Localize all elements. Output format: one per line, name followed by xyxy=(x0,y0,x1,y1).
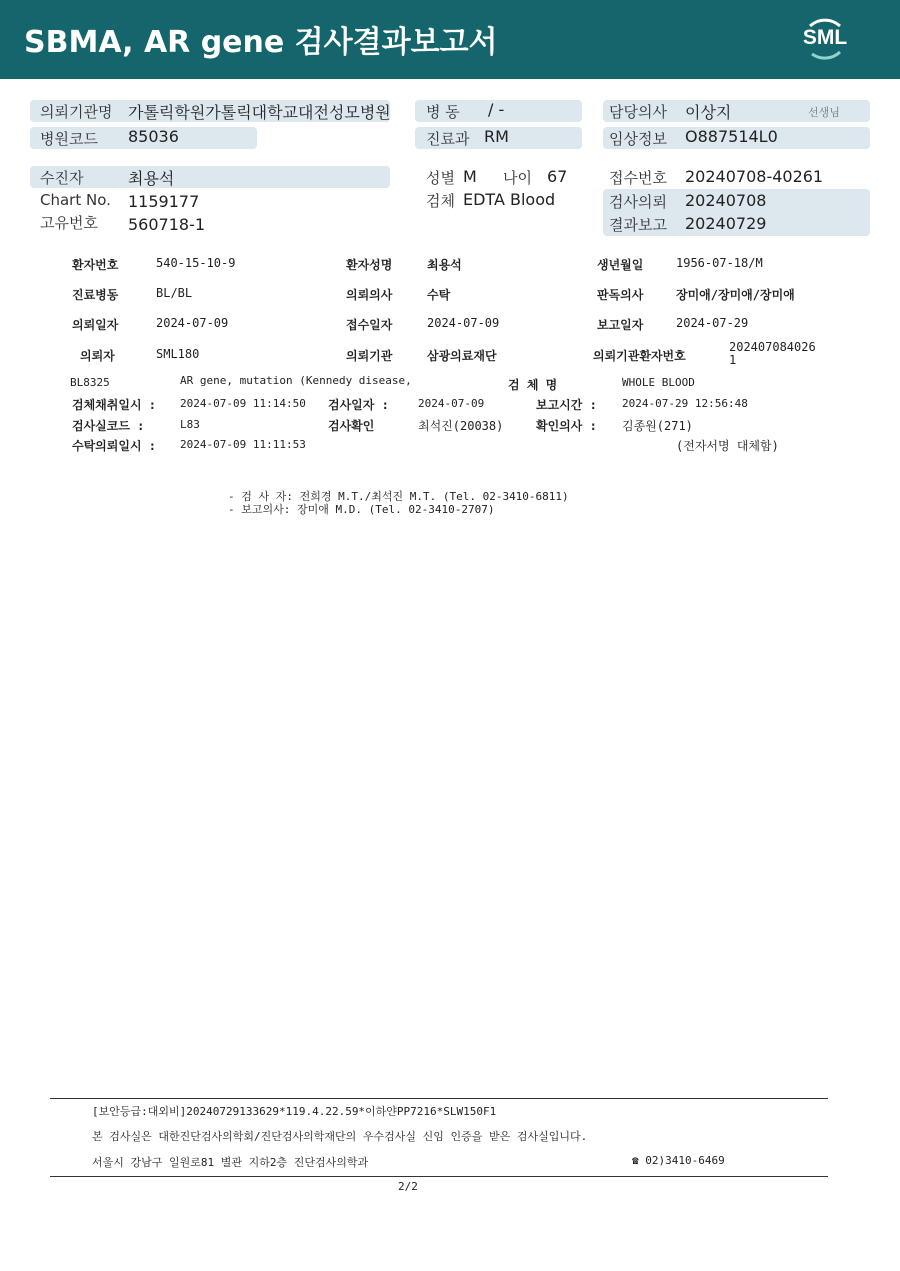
referring-doctor-label: 의뢰의사 xyxy=(346,288,393,302)
requesting-inst-label: 의뢰기관 xyxy=(346,349,393,363)
tester-line: - 검 사 자: 전희경 M.T./최석진 M.T. (Tel. 02-3410-6811) xyxy=(228,490,569,503)
patient-id-label: 환자번호 xyxy=(72,258,119,272)
reader-value: 장미애/장미애/장미애 xyxy=(676,288,795,302)
ward-label: 병 동 xyxy=(426,103,460,121)
security-line: [보안등급:대외비]20240729133629*119.4.22.59*이하얀PP7216*SLW150F1 xyxy=(92,1105,497,1118)
unique-label: 고유번호 xyxy=(40,214,98,232)
clinic-ward-label: 진료병동 xyxy=(72,288,119,302)
patient-value: 최용석 xyxy=(128,169,175,188)
hospital-code-label: 병원코드 xyxy=(40,130,98,148)
receipt-label: 접수번호 xyxy=(609,169,667,187)
doctor-value: 이상지 xyxy=(685,103,732,122)
esign-note: (전자서명 대체함) xyxy=(676,439,779,453)
specimen-label: 검체 xyxy=(426,192,455,210)
footer-top-rule xyxy=(50,1098,828,1099)
test-date-label: 검사일자 : xyxy=(328,398,389,412)
inst-patient-no-value-1: 202407084026 xyxy=(729,340,816,354)
clinical-value: O887514L0 xyxy=(685,127,778,146)
test-date-value: 2024-07-09 xyxy=(418,397,485,410)
certification-line: 본 검사실은 대한진단검사의학회/진단검사의학재단의 우수검사실 신임 인증을 받은 검사실입니다. xyxy=(92,1130,588,1143)
inst-patient-no-label: 의뢰기관환자번호 xyxy=(593,349,686,363)
address-line: 서울시 강남구 일원로81 별관 지하2층 진단검사의학과 xyxy=(92,1156,369,1169)
institution-label: 의뢰기관명 xyxy=(40,103,113,121)
doctor-suffix: 선생님 xyxy=(808,106,840,119)
lab-code-label: 검사실코드 : xyxy=(72,419,145,433)
collect-time-value: 2024-07-09 11:14:50 xyxy=(180,397,306,410)
lab-code-value: L83 xyxy=(180,418,200,431)
age-label: 나이 xyxy=(503,169,532,187)
dob-value: 1956-07-18/M xyxy=(676,256,763,270)
patient-id-value: 540-15-10-9 xyxy=(156,256,236,270)
receipt-value: 20240708-40261 xyxy=(685,167,824,186)
page-number: 2/2 xyxy=(398,1180,418,1193)
consign-time-label: 수탁의뢰일시 : xyxy=(72,439,157,453)
report-date-value: 2024-07-29 xyxy=(676,316,749,330)
test-confirm-label: 검사확인 xyxy=(328,419,375,433)
patient-label: 수진자 xyxy=(40,169,84,187)
hospital-code-value: 85036 xyxy=(128,127,179,146)
receipt-date-label: 접수일자 xyxy=(346,318,393,332)
request-date-label: 의뢰일자 xyxy=(72,318,119,332)
phone-line: ☎ 02)3410-6469 xyxy=(632,1154,725,1167)
clinic-ward-value: BL/BL xyxy=(156,286,193,300)
ward-value: / - xyxy=(488,100,505,119)
receipt-date-value: 2024-07-09 xyxy=(427,316,500,330)
collect-time-label: 검체채취일시 : xyxy=(72,398,157,412)
chart-label: Chart No. xyxy=(40,191,111,209)
logo-text: SML xyxy=(802,26,848,49)
age-value: 67 xyxy=(547,167,568,186)
consign-time-value: 2024-07-09 11:11:53 xyxy=(180,438,306,451)
report-time-value: 2024-07-29 12:56:48 xyxy=(622,397,748,410)
report-title: SBMA, AR gene 검사결과보고서 xyxy=(24,25,498,60)
sml-logo xyxy=(800,14,850,64)
dept-label: 진료과 xyxy=(426,130,470,148)
confirm-doctor-label: 확인의사 : xyxy=(536,419,597,433)
doctor-label: 담당의사 xyxy=(609,103,667,121)
unique-value: 560718-1 xyxy=(128,215,206,234)
test-name: AR gene, mutation (Kennedy disease, xyxy=(180,374,412,387)
footer-bottom-rule xyxy=(50,1176,828,1177)
inst-patient-no-value-2: 1 xyxy=(729,353,737,367)
request-date-value: 2024-07-09 xyxy=(156,316,229,330)
specimen-value: EDTA Blood xyxy=(463,190,556,209)
sex-label: 성별 xyxy=(426,169,455,187)
specimen-name-label: 검 체 명 xyxy=(508,378,558,392)
specimen-name-value: WHOLE BLOOD xyxy=(622,376,695,389)
request-value: 20240708 xyxy=(685,191,767,210)
requester-label: 의뢰자 xyxy=(80,349,115,363)
referring-doctor-value: 수탁 xyxy=(427,288,451,302)
patient-name-label: 환자성명 xyxy=(346,258,393,272)
sex-value: M xyxy=(463,167,477,186)
clinical-label: 임상정보 xyxy=(609,130,667,148)
report-time-label: 보고시간 : xyxy=(536,398,597,412)
requester-value: SML180 xyxy=(156,347,200,361)
chart-value: 1159177 xyxy=(128,192,200,211)
test-code: BL8325 xyxy=(70,376,110,389)
report-date-label: 보고일자 xyxy=(597,318,644,332)
patient-name-value: 최용석 xyxy=(427,258,462,272)
report-label: 결과보고 xyxy=(609,216,667,234)
institution-value: 가톨릭학원가톨릭대학교대전성모병원 xyxy=(128,103,391,122)
dob-label: 생년월일 xyxy=(597,258,644,272)
reporter-line: - 보고의사: 장미애 M.D. (Tel. 02-3410-2707) xyxy=(228,503,495,516)
confirm-doctor-value: 김종원(271) xyxy=(622,419,693,433)
reader-label: 판독의사 xyxy=(597,288,644,302)
patient-pill xyxy=(30,166,390,188)
test-confirm-value: 최석진(20038) xyxy=(418,419,504,433)
request-label: 검사의뢰 xyxy=(609,193,667,211)
requesting-inst-value: 삼광의료재단 xyxy=(427,349,497,363)
report-value: 20240729 xyxy=(685,214,767,233)
dept-value: RM xyxy=(484,127,509,146)
